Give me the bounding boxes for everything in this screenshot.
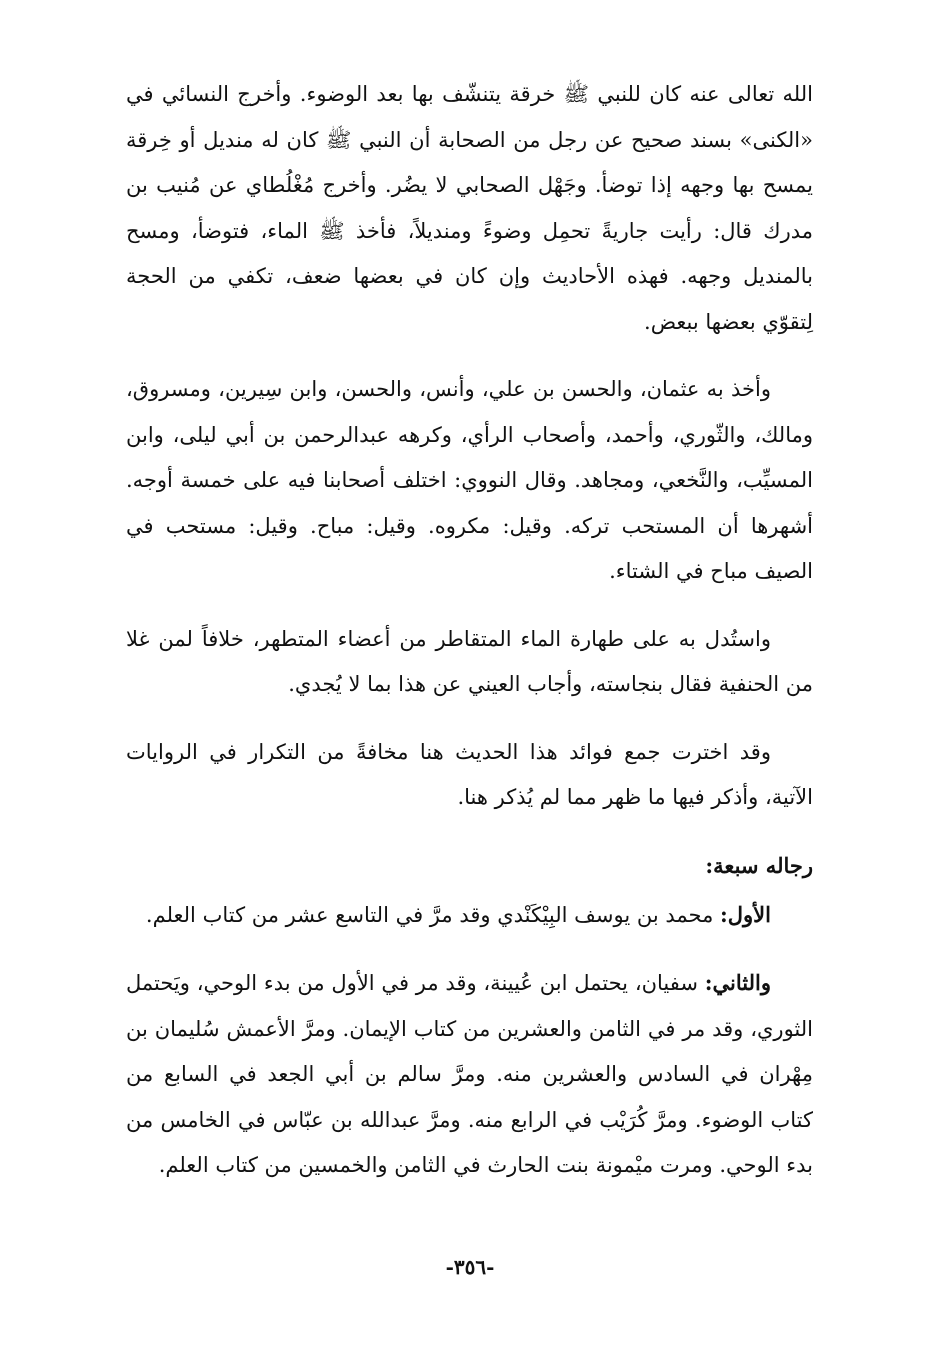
narrators-heading: رجاله سبعة: — [705, 852, 813, 878]
paragraph-3: واستُدل به على طهارة الماء المتقاطر من أعضاء المتطهر، خلافاً لمن غلا من الحنفية فقال بنجاسته، وأجاب العيني عن هذا بما لا يُجدي. — [126, 626, 813, 696]
paragraph-2: وأخذ به عثمان، والحسن بن علي، وأنس، والحسن، وابن سِيرين، ومسروق، ومالك، والثّوري، وأحمد، وأصحاب الرأي، وكرهه عبدالرحمن بن أبي ليلى، وابن المسيِّب، والنَّخعي، ومجاهد. وقال النووي: اختلف أصحابنا فيه على خمسة أوجه. أشهرها أن المستحب تركه. وقيل: مكروه. وقيل: مباح. وقيل: مستحب في الصيف مباح في الشتاء. — [126, 377, 813, 583]
narrator-entry-1 — [126, 892, 813, 939]
page-number: -٣٥٦- — [445, 1255, 495, 1279]
narrator-text-2: سفيان، يحتمل ابن عُيينة، وقد مر في الأول من بدء الوحي، ويَحتمل الثوري، وقد مر في الثامن والعشرين من كتاب الإيمان. ومرَّ الأعمش سُليمان بن مِهْران في السادس والعشرين منه. ومرَّ سالم بن أبي الجعد في السابع من كتاب الوضوء. ومرَّ كُرَيْب في الرابع منه. ومرَّ عبدالله بن عبّاس في الخامس من بدء الوحي. ومرت ميْمونة بنت الحارث في الثامن والخمسين من كتاب العلم. — [126, 971, 813, 1177]
narrator-text-1: محمد بن يوسف البِيْكَنْدي وقد مرَّ في التاسع عشر من كتاب العلم. — [145, 902, 721, 927]
document-page — [126, 72, 813, 1291]
narrator-lead-2: والثاني: — [704, 970, 771, 995]
narrator-lead-1: الأول: — [720, 901, 771, 927]
paragraph-4: وقد اخترت جمع فوائد هذا الحديث هنا مخافةً من التكرار في الروايات الآتية، وأذكر فيها ما ظهر مما لم يُذكر هنا. — [126, 739, 813, 809]
narrator-entry-2 — [126, 960, 813, 1189]
paragraph-1: الله تعالى عنه كان للنبي ﷺ خرقة يتنشّف بها بعد الوضوء. وأخرج النسائي في «الكنى» بسند صحيح عن رجل من الصحابة أن النبي ﷺ كان له منديل أو خِرقة يمسح بها وجهه إذا توضأ. وجَهْل الصحابي لا يضُر. وأخرج مُغْلُطاي عن مُنيب بن مدرك قال: رأيت جاريةً تحمِل وضوءً ومنديلاً، فأخذ ﷺ الماء، فتوضأ، ومسح بالمنديل وجهه. فهذه الأحاديث وإن كان في بعضها ضعف، تكفي من الحجة لِتقوّي بعضها ببعض. — [126, 82, 813, 334]
